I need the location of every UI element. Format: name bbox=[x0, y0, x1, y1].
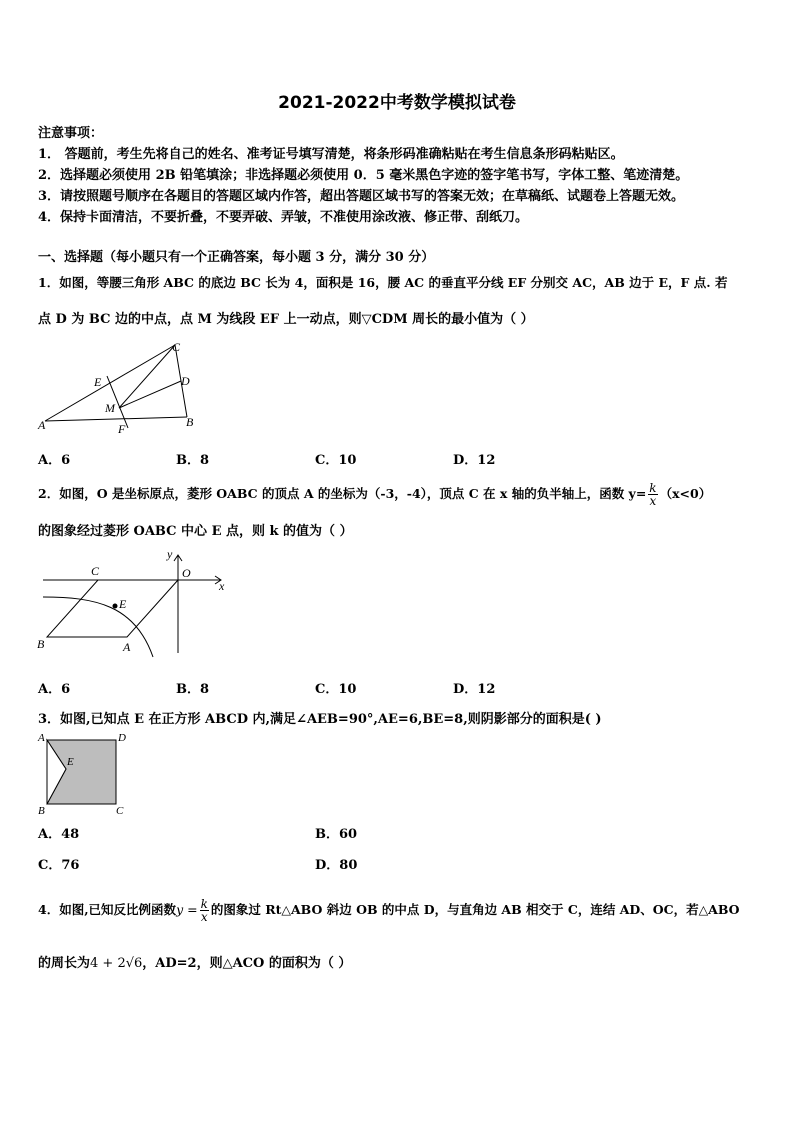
q2-frac-num: k bbox=[649, 481, 657, 495]
q2-option-a: A．6 bbox=[38, 682, 71, 697]
q2-frac-den: x bbox=[649, 494, 657, 508]
q4-text-pre2: 的周长为 bbox=[38, 956, 91, 971]
q1-text-line1: 1．如图，等腰三角形 ABC 的底边 BC 长为 4，面积是 16，腰 AC 的垂直平分线 EF 分别交 AC，AB 边于 E，F 点. 若 bbox=[38, 275, 728, 290]
q2-point-e bbox=[113, 604, 118, 609]
q2-option-b: B．8 bbox=[176, 682, 210, 697]
q4-func-y: y = bbox=[176, 902, 198, 917]
notice-item-3: 3．请按照题号顺序在各题目的答题区域内作答，超出答题区域书写的答案无效；在草稿纸、试题卷上答题无效。 bbox=[38, 189, 685, 204]
notice-item-4: 4．保持卡面清洁，不要折叠，不要弄破、弄皱，不准使用涂改液、修正带、刮纸刀。 bbox=[38, 210, 529, 225]
page-title: 2021-2022中考数学模拟试卷 bbox=[278, 93, 516, 113]
q1-label-m: M bbox=[105, 401, 115, 415]
q4-text-line1 bbox=[38, 898, 740, 923]
q1-label-b: B bbox=[186, 415, 194, 429]
q3-option-a: A．48 bbox=[38, 827, 80, 842]
q2-label-b: B bbox=[37, 637, 45, 651]
q3-label-b: B bbox=[38, 805, 45, 817]
q1-side-ab bbox=[45, 417, 187, 421]
q3-figure bbox=[35, 728, 135, 820]
q3-option-d: D．80 bbox=[315, 858, 358, 873]
q1-label-f: F bbox=[118, 422, 126, 436]
q2-label-e: E bbox=[119, 597, 127, 611]
q2-text-line2: 的图象经过菱形 OABC 中心 E 点，则 k 的值为（ ） bbox=[38, 524, 353, 539]
q1-segment-md bbox=[119, 381, 181, 408]
q4-text-post: 的图象过 Rt△ABO 斜边 OB 的中点 D，与直角边 AB 相交于 C，连结 AD、OC，若△ABO bbox=[210, 902, 740, 917]
q1-label-a: A bbox=[38, 418, 46, 432]
q3-text-line1: 3．如图,已知点 E 在正方形 ABCD 内,满足∠AEB=90°,AE=6,BE=8,则阴影部分的面积是( ) bbox=[38, 712, 602, 727]
q3-option-c: C．76 bbox=[38, 858, 80, 873]
q1-label-e: E bbox=[94, 375, 102, 389]
notice-item-2: 2．选择题必须使用 2B 铅笔填涂；非选择题必须使用 0．5 毫米黑色字迹的签字笔书写，字体工整、笔迹清楚。 bbox=[38, 168, 689, 183]
q2-label-c: C bbox=[91, 564, 100, 578]
q4-text-post2: ，AD=2，则△ACO 的面积为（ ） bbox=[142, 956, 352, 971]
q1-label-d: D bbox=[181, 374, 190, 388]
q1-text-line2: 点 D 为 BC 边的中点，点 M 为线段 EF 上一动点，则▽CDM 周长的最小值为（ ） bbox=[38, 312, 534, 327]
q2-label-x: x bbox=[219, 579, 225, 593]
q1-label-c: C bbox=[172, 340, 181, 354]
q2-label-o: O bbox=[182, 566, 191, 580]
notice-item-1: 1． 答题前，考生先将自己的姓名、准考证号填写清楚，将条形码准确粘贴在考生信息条形码粘贴区。 bbox=[38, 147, 624, 162]
q1-option-c: C．10 bbox=[315, 453, 357, 468]
q1-option-a: A．6 bbox=[38, 453, 71, 468]
q3-option-b: B．60 bbox=[315, 827, 358, 842]
q4-frac-den: x bbox=[200, 910, 208, 924]
q2-fraction bbox=[648, 482, 657, 507]
q2-option-d: D．12 bbox=[453, 682, 496, 697]
q1-figure bbox=[35, 338, 205, 438]
q3-label-e: E bbox=[67, 756, 74, 768]
q2-text-line1 bbox=[38, 482, 711, 507]
q1-option-d: D．12 bbox=[453, 453, 496, 468]
q3-label-d: D bbox=[118, 732, 126, 744]
q2-text-pre: 2．如图，O 是坐标原点，菱形 OABC 的顶点 A 的坐标为（-3，-4），顶点 C 在 x 轴的负半轴上，函数 y= bbox=[38, 486, 647, 501]
q2-label-y: y bbox=[167, 547, 173, 561]
q2-option-c: C．10 bbox=[315, 682, 357, 697]
q3-label-a: A bbox=[38, 732, 45, 744]
notice-heading: 注意事项： bbox=[38, 126, 104, 141]
q4-perimeter: 4 + 2√6 bbox=[90, 956, 143, 971]
q4-text-pre: 4．如图,已知反比例函数 bbox=[38, 902, 177, 917]
q1-option-b: B．8 bbox=[176, 453, 210, 468]
section-heading: 一、选择题（每小题只有一个正确答案，每小题 3 分，满分 30 分） bbox=[38, 250, 435, 265]
q2-label-a: A bbox=[123, 640, 131, 654]
q4-fraction bbox=[200, 898, 209, 923]
q3-label-c: C bbox=[116, 805, 124, 817]
q4-text-line2 bbox=[38, 952, 351, 971]
q2-figure bbox=[35, 545, 235, 665]
q4-frac-num: k bbox=[200, 897, 208, 911]
q2-text-post: （x<0） bbox=[659, 486, 712, 501]
q1-segment-cm bbox=[119, 345, 175, 408]
